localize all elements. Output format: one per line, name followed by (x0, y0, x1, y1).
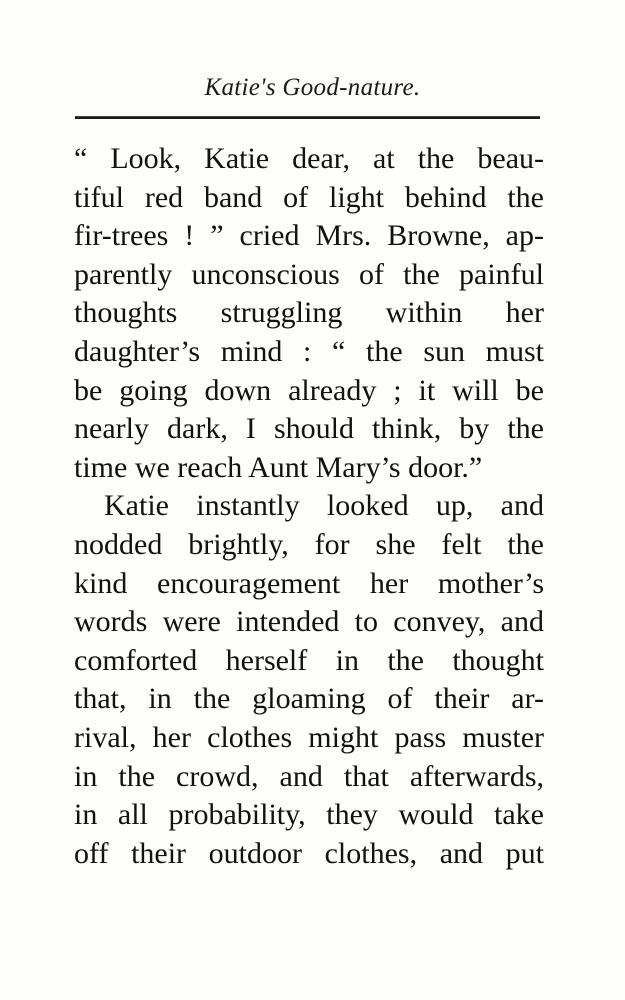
running-head-title: Katie's Good-nature. (204, 74, 421, 101)
text-line: in the crowd, and that afterwards, (74, 759, 544, 793)
text-line: rival, her clothes might pass muster (74, 720, 544, 754)
text-line: tiful red band of light behind the (74, 180, 544, 214)
text-line: kind encouragement her mother’s (74, 566, 544, 600)
text-line: in all probability, they would take (74, 798, 544, 832)
text-line: Katie instantly looked up, and (104, 489, 544, 523)
text-line: words were intended to convey, and (74, 605, 544, 639)
text-line: daughter’s mind : “ the sun must (74, 334, 544, 368)
text-line: time we reach Aunt Mary’s door.” (74, 450, 483, 484)
body-text (74, 140, 544, 873)
text-line: off their outdoor clothes, and put (74, 836, 544, 870)
text-line: be going down already ; it will be (74, 373, 544, 407)
text-line: parently unconscious of the painful (74, 257, 544, 291)
text-line: comforted herself in the thought (74, 643, 544, 677)
header-rule (75, 117, 540, 119)
text-line: fir-trees ! ” cried Mrs. Browne, ap- (74, 219, 544, 253)
text-line: “ Look, Katie dear, at the beau- (74, 142, 544, 175)
text-line: thoughts struggling within her (74, 296, 544, 330)
text-line: nearly dark, I should think, by the (74, 412, 544, 446)
text-line: that, in the gloaming of their ar- (74, 682, 544, 716)
text-line: nodded brightly, for she felt the (74, 527, 544, 561)
